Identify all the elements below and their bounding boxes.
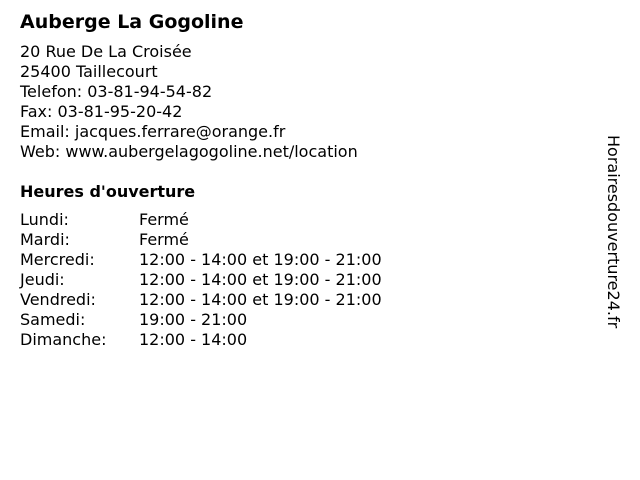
business-card [20,10,600,350]
opening-hours-heading: Heures d'ouverture [20,182,196,201]
day-hours: Fermé [139,230,189,249]
address-city: 25400 Taillecourt [20,62,158,81]
hours-row-sunday [20,330,600,350]
website-address: Web: www.aubergelagogoline.net/location [20,142,358,161]
day-label: Mercredi: [20,250,95,269]
hours-row-saturday [20,310,600,330]
hours-row-wednesday [20,250,600,270]
business-name: Auberge La Gogoline [20,11,244,33]
phone-number: Telefon: 03-81-94-54-82 [20,82,213,101]
day-hours: Fermé [139,210,189,229]
day-hours: 12:00 - 14:00 et 19:00 - 21:00 [139,290,382,309]
address-street: 20 Rue De La Croisée [20,42,192,61]
email-address: Email: jacques.ferrare@orange.fr [20,122,286,141]
day-hours: 12:00 - 14:00 et 19:00 - 21:00 [139,270,382,289]
opening-hours-table [20,210,600,350]
hours-row-tuesday [20,230,600,250]
fax-number: Fax: 03-81-95-20-42 [20,102,183,121]
hours-row-monday [20,210,600,230]
day-hours: 12:00 - 14:00 [139,330,248,349]
day-hours: 12:00 - 14:00 et 19:00 - 21:00 [139,250,382,269]
hours-row-thursday [20,270,600,290]
day-label: Vendredi: [20,290,96,309]
day-label: Mardi: [20,230,70,249]
hours-row-friday [20,290,600,310]
day-hours: 19:00 - 21:00 [139,310,248,329]
day-label: Lundi: [20,210,69,229]
day-label: Dimanche: [20,330,107,349]
day-label: Jeudi: [20,270,65,289]
site-watermark: Horairesdouverture24.fr [604,135,623,329]
day-label: Samedi: [20,310,86,329]
